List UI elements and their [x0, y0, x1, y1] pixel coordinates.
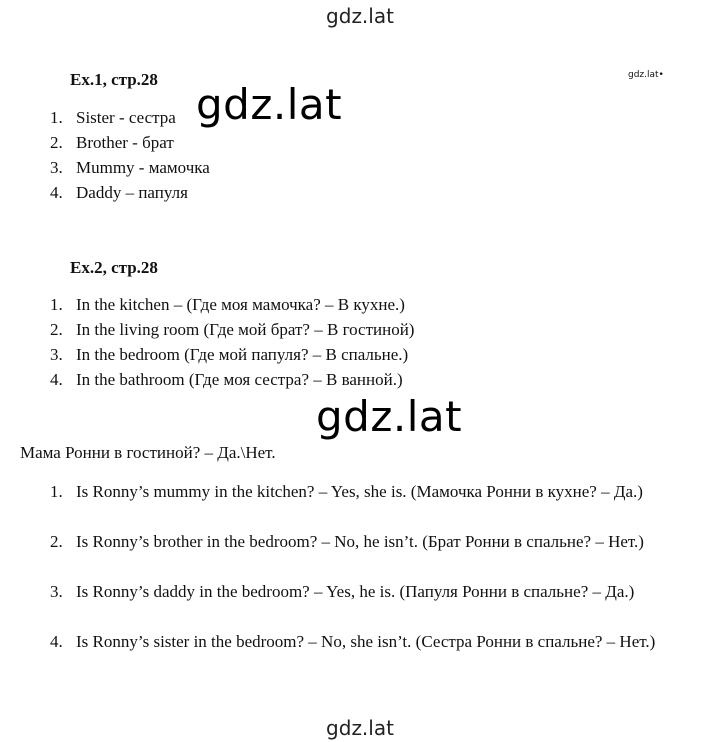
list-item — [50, 105, 210, 130]
list-item — [50, 630, 680, 680]
watermark-top: gdz.lat — [326, 4, 394, 28]
list-item — [50, 317, 414, 342]
item-number: 1. — [50, 482, 63, 501]
item-number: 3. — [50, 582, 63, 601]
item-number: 4. — [50, 183, 63, 202]
exercise-3-list — [50, 480, 680, 680]
item-number: 2. — [50, 133, 63, 152]
item-number: 4. — [50, 632, 63, 651]
item-text: Daddy – папуля — [76, 183, 188, 202]
list-item — [50, 342, 414, 367]
list-item — [50, 480, 680, 530]
item-text: Mummy - мамочка — [76, 158, 210, 177]
item-text: Is Ronny’s mummy in the kitchen? – Yes, she is. (Мамочка Ронни в кухне? – Да.) — [76, 482, 643, 501]
exercise-3-question: Мама Ронни в гостиной? – Да.\Нет. — [20, 443, 276, 462]
item-number: 1. — [50, 108, 63, 127]
list-item — [50, 530, 680, 580]
item-text: In the living room (Где мой брат? – В гостиной) — [76, 320, 415, 339]
item-text: Sister - сестра — [76, 108, 176, 127]
list-item — [50, 130, 210, 155]
exercise-1-heading: Ex.1, стр.28 — [70, 70, 158, 89]
watermark-large-1: gdz.lat — [196, 80, 343, 129]
list-item — [50, 292, 414, 317]
exercise-2-list — [50, 292, 414, 392]
item-text: Is Ronny’s daddy in the bedroom? – Yes, he is. (Папуля Ронни в спальне? – Да.) — [76, 582, 635, 601]
item-number: 4. — [50, 370, 63, 389]
item-text: Brother - брат — [76, 133, 174, 152]
watermark-small: gdz.lat• — [628, 70, 664, 80]
item-text: Is Ronny’s brother in the bedroom? – No, he isn’t. (Брат Ронни в спальне? – Нет.) — [76, 532, 644, 551]
list-item — [50, 180, 210, 205]
exercise-1-list — [50, 105, 210, 205]
item-text: In the kitchen – (Где моя мамочка? – В кухне.) — [76, 295, 405, 314]
item-text: In the bathroom (Где моя сестра? – В ванной.) — [76, 370, 403, 389]
list-item — [50, 367, 414, 392]
item-number: 3. — [50, 158, 63, 177]
exercise-2-heading: Ex.2, стр.28 — [70, 258, 158, 277]
list-item — [50, 155, 210, 180]
watermark-large-2: gdz.lat — [316, 392, 463, 441]
list-item — [50, 580, 680, 630]
item-text: In the bedroom (Где мой папуля? – В спальне.) — [76, 345, 409, 364]
item-number: 2. — [50, 320, 63, 339]
item-number: 1. — [50, 295, 63, 314]
watermark-bottom: gdz.lat — [326, 716, 394, 740]
item-number: 3. — [50, 345, 63, 364]
item-number: 2. — [50, 532, 63, 551]
item-text: Is Ronny’s sister in the bedroom? – No, she isn’t. (Сестра Ронни в спальне? – Нет.) — [76, 632, 656, 651]
